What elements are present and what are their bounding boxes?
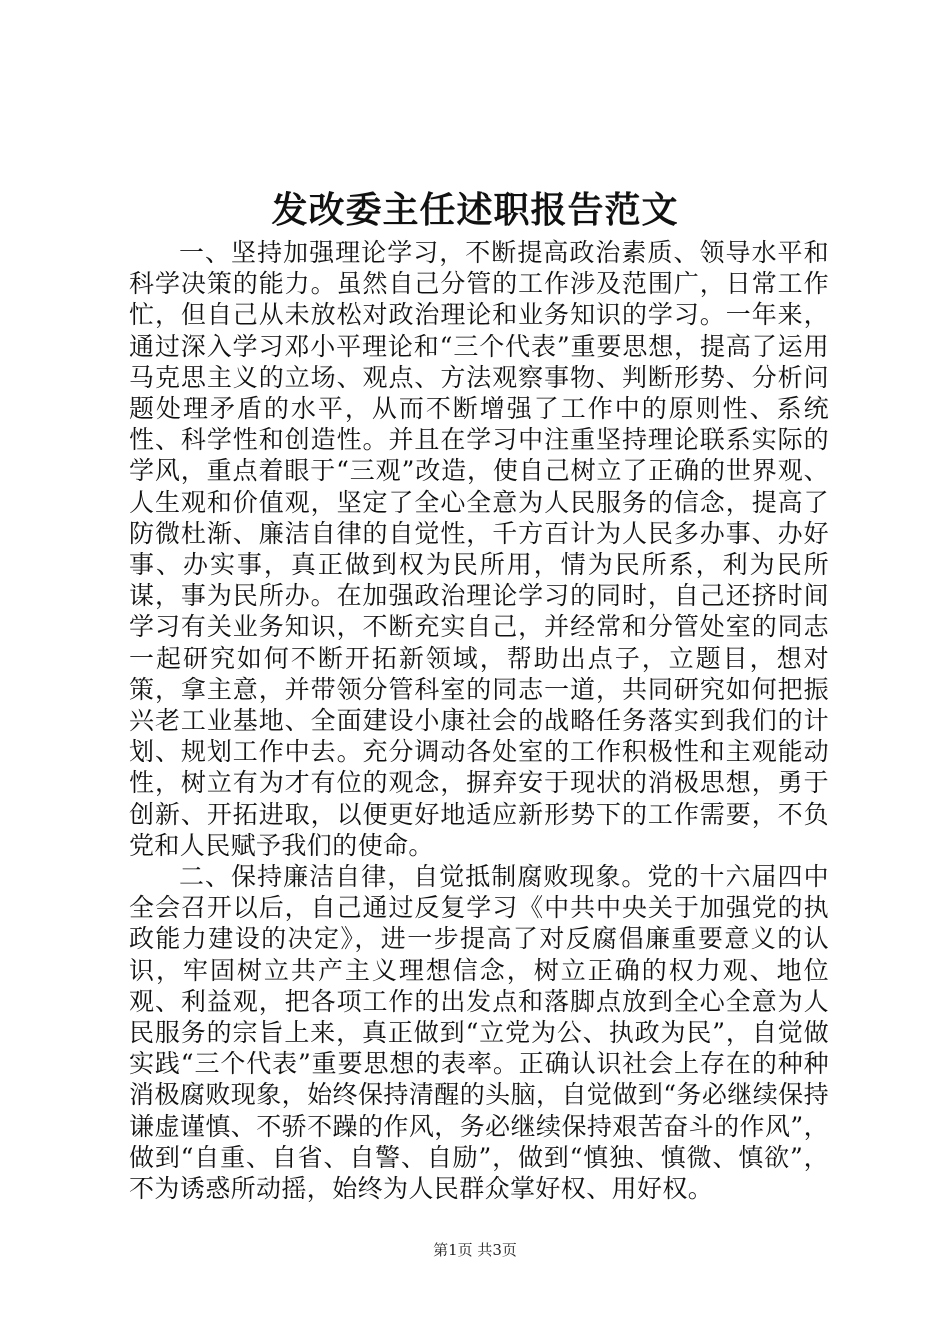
paragraph-2: 二、保持廉洁自律，自觉抵制腐败现象。党的十六届四中全会召开以后，自己通过反复学习《中共中央关于加强党的执政能力建设的决定》，进一步提高了对反腐倡廉重要意义的认识，牢固树立共产主义理想信念，树立正确的权力观、地位观、利益观，把各项工作的出发点和落脚点放到全心全意为人民服务的宗旨上来，真正做到“立党为公、执政为民”，自觉做实践“三个代表”重要思想的表率。正确认识社会上存在的种种消极腐败现象，始终保持清醒的头脑，自觉做到“务必继续保持谦虚谨慎、不骄不躁的作风，务必继续保持艰苦奋斗的作风”，做到“自重、自省、自警、自励”，做到“慎独、慎微、慎欲”，不为诱惑所动摇，始终为人民群众掌好权、用好权。	[129, 862, 829, 1204]
paragraph-1: 一、坚持加强理论学习，不断提高政治素质、领导水平和科学决策的能力。虽然自己分管的工作涉及范围广，日常工作忙，但自己从未放松对政治理论和业务知识的学习。一年来，通过深入学习邓小平理论和“三个代表”重要思想，提高了运用马克思主义的立场、观点、方法观察事物、判断形势、分析问题处理矛盾的水平，从而不断增强了工作中的原则性、系统性、科学性和创造性。并且在学习中注重坚持理论联系实际的学风，重点着眼于“三观”改造，使自己树立了正确的世界观、人生观和价值观，坚定了全心全意为人民服务的信念，提高了防微杜渐、廉洁自律的自觉性，千方百计为人民多办事、办好事、办实事，真正做到权为民所用，情为民所系，利为民所谋，事为民所办。在加强政治理论学习的同时，自己还挤时间学习有关业务知识，不断充实自己，并经常和分管处室的同志一起研究如何不断开拓新领域，帮助出点子，立题目，想对策，拿主意，并带领分管科室的同志一道，共同研究如何把振兴老工业基地、全面建设小康社会的战略任务落实到我们的计划、规划工作中去。充分调动各处室的工作积极性和主观能动性，树立有为才有位的观念，摒弃安于现状的消极思想，勇于创新、开拓进取，以便更好地适应新形势下的工作需要，不负党和人民赋予我们的使命。	[129, 238, 829, 860]
page-number-footer: 第1页 共3页	[433, 1241, 517, 1259]
document-body	[129, 237, 829, 1204]
document-title: 发改委主任述职报告范文	[271, 189, 679, 231]
